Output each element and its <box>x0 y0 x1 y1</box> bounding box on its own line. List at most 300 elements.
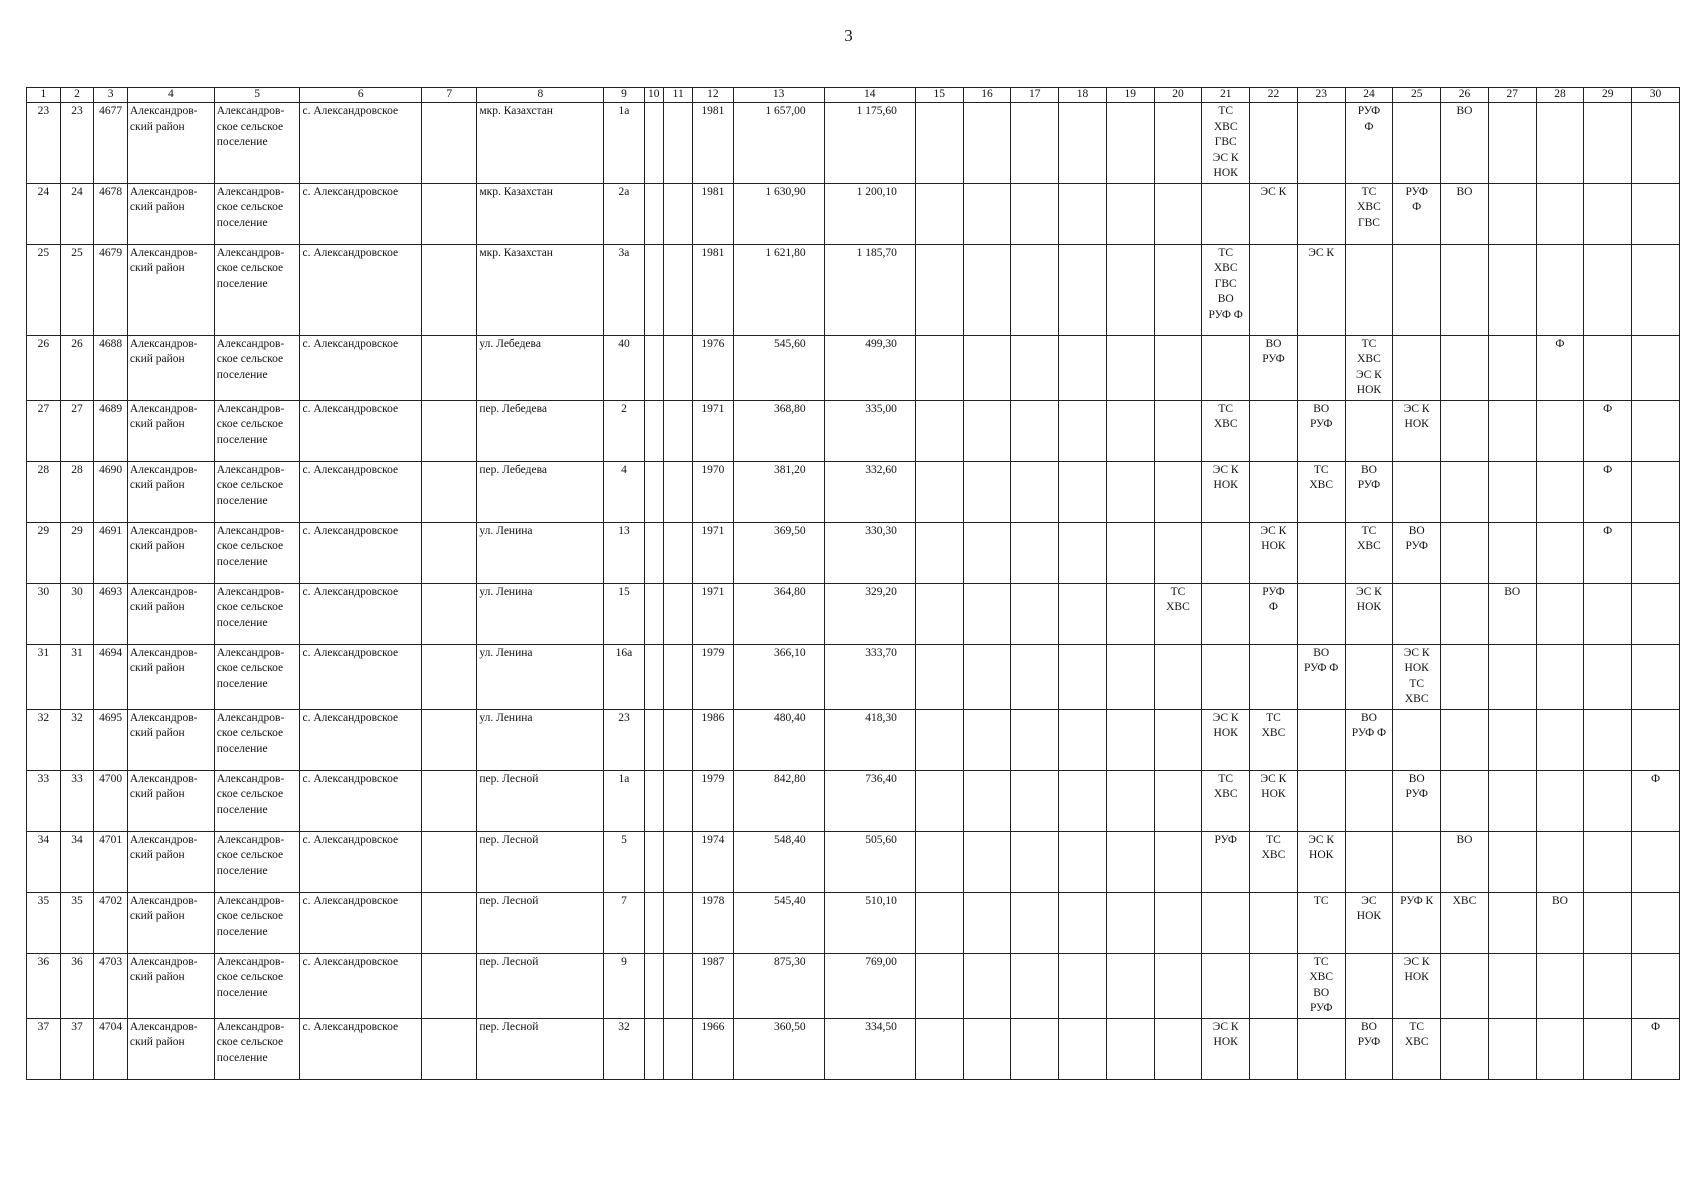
column-header: 26 <box>1441 88 1489 103</box>
cell-work-col-20 <box>1154 103 1202 184</box>
cell-c10 <box>644 461 664 522</box>
cell-work-col-30 <box>1632 831 1680 892</box>
cell-id: 4694 <box>94 644 128 709</box>
cell-n1: 24 <box>27 183 61 244</box>
cell-work-col-15 <box>915 709 963 770</box>
cell-work-col-26 <box>1441 244 1489 335</box>
cell-work-col-23: ТС ХВС <box>1297 461 1345 522</box>
cell-c11 <box>664 831 693 892</box>
cell-work-col-23: ЭС К НОК <box>1297 831 1345 892</box>
cell-work-col-22 <box>1250 953 1298 1018</box>
cell-c11 <box>664 1018 693 1079</box>
cell-work-col-22 <box>1250 103 1298 184</box>
cell-c10 <box>644 892 664 953</box>
cell-work-col-19 <box>1106 831 1154 892</box>
cell-work-col-23: ВО РУФ Ф <box>1297 644 1345 709</box>
cell-work-col-29 <box>1584 1018 1632 1079</box>
cell-settlement: Александров- ское сельское поселение <box>214 644 300 709</box>
cell-locality: с. Александровское <box>300 400 422 461</box>
column-header: 29 <box>1584 88 1632 103</box>
cell-work-col-19 <box>1106 103 1154 184</box>
cell-year: 1971 <box>693 522 733 583</box>
cell-work-col-23: ЭС К <box>1297 244 1345 335</box>
cell-n1: 30 <box>27 583 61 644</box>
cell-c10 <box>644 953 664 1018</box>
cell-locality: с. Александровское <box>300 183 422 244</box>
cell-work-col-28 <box>1536 1018 1584 1079</box>
cell-work-col-28: Ф <box>1536 335 1584 400</box>
cell-work-col-30 <box>1632 522 1680 583</box>
cell-c11 <box>664 953 693 1018</box>
cell-street: мкр. Казахстан <box>477 244 604 335</box>
cell-work-col-18 <box>1059 770 1107 831</box>
cell-id: 4690 <box>94 461 128 522</box>
cell-work-col-21: ЭС К НОК <box>1202 709 1250 770</box>
cell-work-col-19 <box>1106 183 1154 244</box>
table-row <box>27 1018 1680 1079</box>
cell-work-col-17 <box>1011 770 1059 831</box>
column-header: 23 <box>1297 88 1345 103</box>
cell-work-col-26: ВО <box>1441 183 1489 244</box>
cell-work-col-27 <box>1488 831 1536 892</box>
cell-work-col-18 <box>1059 831 1107 892</box>
cell-work-col-27 <box>1488 709 1536 770</box>
cell-work-col-29: Ф <box>1584 461 1632 522</box>
cell-settlement: Александров- ское сельское поселение <box>214 183 300 244</box>
cell-work-col-19 <box>1106 461 1154 522</box>
cell-district: Александров- ский район <box>127 831 214 892</box>
cell-area-total: 360,50 <box>733 1018 824 1079</box>
cell-work-col-29 <box>1584 583 1632 644</box>
cell-settlement: Александров- ское сельское поселение <box>214 461 300 522</box>
cell-work-col-24 <box>1345 244 1393 335</box>
cell-c11 <box>664 335 693 400</box>
cell-work-col-15 <box>915 770 963 831</box>
cell-work-col-18 <box>1059 103 1107 184</box>
cell-work-col-16 <box>963 831 1011 892</box>
cell-work-col-22: РУФ Ф <box>1250 583 1298 644</box>
cell-work-col-29 <box>1584 831 1632 892</box>
cell-n1: 28 <box>27 461 61 522</box>
cell-settlement: Александров- ское сельское поселение <box>214 770 300 831</box>
cell-work-col-26: ВО <box>1441 831 1489 892</box>
cell-settlement: Александров- ское сельское поселение <box>214 709 300 770</box>
cell-area-living: 736,40 <box>824 770 915 831</box>
cell-work-col-24 <box>1345 644 1393 709</box>
cell-c11 <box>664 244 693 335</box>
cell-work-col-25: ВО РУФ <box>1393 522 1441 583</box>
cell-work-col-20 <box>1154 831 1202 892</box>
cell-work-col-16 <box>963 709 1011 770</box>
cell-c7 <box>422 892 477 953</box>
cell-n2: 27 <box>60 400 94 461</box>
table-row <box>27 709 1680 770</box>
cell-work-col-21: ТС ХВС ГВС ЭС К НОК <box>1202 103 1250 184</box>
cell-district: Александров- ский район <box>127 583 214 644</box>
cell-c7 <box>422 335 477 400</box>
cell-district: Александров- ский район <box>127 183 214 244</box>
cell-work-col-16 <box>963 1018 1011 1079</box>
cell-area-living: 1 175,60 <box>824 103 915 184</box>
cell-locality: с. Александровское <box>300 770 422 831</box>
cell-work-col-17 <box>1011 244 1059 335</box>
column-header: 4 <box>127 88 214 103</box>
cell-area-total: 875,30 <box>733 953 824 1018</box>
cell-c10 <box>644 831 664 892</box>
cell-work-col-25: ЭС К НОК ТС ХВС <box>1393 644 1441 709</box>
cell-c7 <box>422 709 477 770</box>
cell-work-col-30 <box>1632 183 1680 244</box>
cell-work-col-30 <box>1632 244 1680 335</box>
cell-district: Александров- ский район <box>127 644 214 709</box>
cell-work-col-15 <box>915 953 963 1018</box>
cell-work-col-24 <box>1345 953 1393 1018</box>
cell-c7 <box>422 953 477 1018</box>
cell-c11 <box>664 892 693 953</box>
cell-work-col-27 <box>1488 644 1536 709</box>
cell-work-col-24: ТС ХВС ЭС К НОК <box>1345 335 1393 400</box>
cell-work-col-21: ЭС К НОК <box>1202 1018 1250 1079</box>
cell-work-col-15 <box>915 183 963 244</box>
cell-c10 <box>644 644 664 709</box>
cell-work-col-20 <box>1154 400 1202 461</box>
table-row <box>27 522 1680 583</box>
cell-work-col-17 <box>1011 461 1059 522</box>
cell-work-col-19 <box>1106 1018 1154 1079</box>
cell-work-col-20 <box>1154 953 1202 1018</box>
table-row <box>27 103 1680 184</box>
column-header: 3 <box>94 88 128 103</box>
cell-work-col-29 <box>1584 103 1632 184</box>
cell-area-total: 1 630,90 <box>733 183 824 244</box>
cell-work-col-25: ВО РУФ <box>1393 770 1441 831</box>
cell-work-col-24 <box>1345 770 1393 831</box>
cell-settlement: Александров- ское сельское поселение <box>214 1018 300 1079</box>
column-header: 24 <box>1345 88 1393 103</box>
cell-locality: с. Александровское <box>300 335 422 400</box>
cell-settlement: Александров- ское сельское поселение <box>214 831 300 892</box>
cell-work-col-28 <box>1536 244 1584 335</box>
cell-settlement: Александров- ское сельское поселение <box>214 892 300 953</box>
cell-street: пер. Лесной <box>477 892 604 953</box>
cell-c11 <box>664 644 693 709</box>
cell-work-col-18 <box>1059 953 1107 1018</box>
cell-street: пер. Лесной <box>477 770 604 831</box>
cell-area-living: 1 200,10 <box>824 183 915 244</box>
cell-c11 <box>664 183 693 244</box>
cell-work-col-18 <box>1059 400 1107 461</box>
column-header: 13 <box>733 88 824 103</box>
cell-house: 2 <box>604 400 644 461</box>
column-header: 7 <box>422 88 477 103</box>
cell-work-col-27 <box>1488 953 1536 1018</box>
cell-work-col-15 <box>915 103 963 184</box>
cell-n2: 29 <box>60 522 94 583</box>
column-header: 22 <box>1250 88 1298 103</box>
cell-work-col-20 <box>1154 892 1202 953</box>
cell-work-col-22: ВО РУФ <box>1250 335 1298 400</box>
cell-work-col-17 <box>1011 644 1059 709</box>
cell-work-col-17 <box>1011 1018 1059 1079</box>
page-number: 3 <box>844 26 853 45</box>
cell-work-col-18 <box>1059 583 1107 644</box>
cell-work-col-15 <box>915 831 963 892</box>
cell-n2: 34 <box>60 831 94 892</box>
cell-work-col-16 <box>963 244 1011 335</box>
cell-year: 1987 <box>693 953 733 1018</box>
cell-c11 <box>664 103 693 184</box>
cell-work-col-30 <box>1632 335 1680 400</box>
cell-id: 4677 <box>94 103 128 184</box>
cell-work-col-27 <box>1488 1018 1536 1079</box>
cell-district: Александров- ский район <box>127 400 214 461</box>
column-header: 6 <box>300 88 422 103</box>
cell-n1: 23 <box>27 103 61 184</box>
cell-locality: с. Александровское <box>300 522 422 583</box>
cell-work-col-28 <box>1536 644 1584 709</box>
cell-work-col-24: ЭС НОК <box>1345 892 1393 953</box>
cell-work-col-26 <box>1441 644 1489 709</box>
cell-locality: с. Александровское <box>300 461 422 522</box>
cell-work-col-30: Ф <box>1632 770 1680 831</box>
cell-street: ул. Ленина <box>477 644 604 709</box>
cell-work-col-29 <box>1584 183 1632 244</box>
cell-work-col-25 <box>1393 244 1441 335</box>
cell-work-col-18 <box>1059 709 1107 770</box>
cell-n1: 32 <box>27 709 61 770</box>
cell-work-col-19 <box>1106 400 1154 461</box>
cell-work-col-17 <box>1011 831 1059 892</box>
cell-work-col-21: ТС ХВС <box>1202 770 1250 831</box>
cell-c11 <box>664 770 693 831</box>
cell-house: 2а <box>604 183 644 244</box>
cell-c7 <box>422 583 477 644</box>
cell-work-col-19 <box>1106 335 1154 400</box>
cell-work-col-25: ЭС К НОК <box>1393 400 1441 461</box>
cell-area-living: 330,30 <box>824 522 915 583</box>
cell-work-col-17 <box>1011 892 1059 953</box>
cell-work-col-27 <box>1488 461 1536 522</box>
cell-work-col-22: ЭС К НОК <box>1250 770 1298 831</box>
column-header: 28 <box>1536 88 1584 103</box>
cell-c11 <box>664 709 693 770</box>
cell-district: Александров- ский район <box>127 953 214 1018</box>
cell-work-col-17 <box>1011 522 1059 583</box>
cell-c10 <box>644 522 664 583</box>
cell-locality: с. Александровское <box>300 244 422 335</box>
cell-work-col-29 <box>1584 709 1632 770</box>
cell-work-col-29: Ф <box>1584 522 1632 583</box>
cell-id: 4691 <box>94 522 128 583</box>
cell-work-col-23 <box>1297 183 1345 244</box>
cell-n1: 37 <box>27 1018 61 1079</box>
table-row <box>27 461 1680 522</box>
cell-id: 4702 <box>94 892 128 953</box>
cell-work-col-16 <box>963 644 1011 709</box>
cell-house: 15 <box>604 583 644 644</box>
cell-work-col-19 <box>1106 644 1154 709</box>
column-header: 19 <box>1106 88 1154 103</box>
cell-c7 <box>422 770 477 831</box>
cell-work-col-20 <box>1154 709 1202 770</box>
cell-n1: 26 <box>27 335 61 400</box>
cell-district: Александров- ский район <box>127 461 214 522</box>
cell-area-total: 366,10 <box>733 644 824 709</box>
cell-year: 1974 <box>693 831 733 892</box>
cell-work-col-23: ВО РУФ <box>1297 400 1345 461</box>
cell-work-col-15 <box>915 522 963 583</box>
cell-work-col-22 <box>1250 892 1298 953</box>
cell-work-col-26: ВО <box>1441 103 1489 184</box>
cell-street: мкр. Казахстан <box>477 103 604 184</box>
cell-work-col-22 <box>1250 244 1298 335</box>
cell-work-col-18 <box>1059 644 1107 709</box>
column-header: 5 <box>214 88 300 103</box>
cell-street: ул. Лебедева <box>477 335 604 400</box>
cell-c7 <box>422 461 477 522</box>
cell-id: 4679 <box>94 244 128 335</box>
cell-n1: 25 <box>27 244 61 335</box>
cell-work-col-16 <box>963 461 1011 522</box>
cell-district: Александров- ский район <box>127 1018 214 1079</box>
cell-area-living: 332,60 <box>824 461 915 522</box>
cell-work-col-26 <box>1441 583 1489 644</box>
table-row <box>27 644 1680 709</box>
cell-n2: 30 <box>60 583 94 644</box>
cell-c11 <box>664 461 693 522</box>
cell-n1: 36 <box>27 953 61 1018</box>
cell-area-living: 333,70 <box>824 644 915 709</box>
cell-c10 <box>644 400 664 461</box>
cell-locality: с. Александровское <box>300 1018 422 1079</box>
cell-work-col-21: ЭС К НОК <box>1202 461 1250 522</box>
cell-year: 1971 <box>693 583 733 644</box>
cell-work-col-16 <box>963 583 1011 644</box>
cell-n1: 35 <box>27 892 61 953</box>
cell-work-col-29 <box>1584 953 1632 1018</box>
cell-district: Александров- ский район <box>127 103 214 184</box>
cell-work-col-17 <box>1011 583 1059 644</box>
cell-n2: 32 <box>60 709 94 770</box>
cell-work-col-15 <box>915 1018 963 1079</box>
cell-work-col-30 <box>1632 103 1680 184</box>
cell-work-col-23 <box>1297 709 1345 770</box>
cell-id: 4703 <box>94 953 128 1018</box>
cell-area-total: 1 657,00 <box>733 103 824 184</box>
cell-c10 <box>644 103 664 184</box>
cell-year: 1971 <box>693 400 733 461</box>
cell-work-col-15 <box>915 644 963 709</box>
cell-district: Александров- ский район <box>127 892 214 953</box>
cell-work-col-23 <box>1297 335 1345 400</box>
cell-n1: 33 <box>27 770 61 831</box>
cell-id: 4688 <box>94 335 128 400</box>
cell-settlement: Александров- ское сельское поселение <box>214 953 300 1018</box>
cell-area-living: 335,00 <box>824 400 915 461</box>
cell-work-col-24 <box>1345 400 1393 461</box>
cell-c11 <box>664 583 693 644</box>
cell-n1: 27 <box>27 400 61 461</box>
cell-work-col-30 <box>1632 709 1680 770</box>
cell-work-col-28 <box>1536 400 1584 461</box>
cell-work-col-22 <box>1250 461 1298 522</box>
cell-work-col-26: ХВС <box>1441 892 1489 953</box>
cell-work-col-29 <box>1584 335 1632 400</box>
cell-work-col-17 <box>1011 183 1059 244</box>
cell-c10 <box>644 244 664 335</box>
cell-n1: 34 <box>27 831 61 892</box>
cell-work-col-25 <box>1393 583 1441 644</box>
cell-id: 4704 <box>94 1018 128 1079</box>
cell-year: 1981 <box>693 183 733 244</box>
cell-work-col-28 <box>1536 183 1584 244</box>
cell-area-total: 480,40 <box>733 709 824 770</box>
cell-work-col-25 <box>1393 709 1441 770</box>
cell-work-col-18 <box>1059 522 1107 583</box>
cell-work-col-22 <box>1250 1018 1298 1079</box>
cell-n2: 36 <box>60 953 94 1018</box>
cell-work-col-19 <box>1106 244 1154 335</box>
cell-work-col-24: РУФ Ф <box>1345 103 1393 184</box>
cell-work-col-22: ЭС К НОК <box>1250 522 1298 583</box>
column-header: 9 <box>604 88 644 103</box>
cell-work-col-15 <box>915 461 963 522</box>
cell-work-col-23 <box>1297 522 1345 583</box>
cell-work-col-30 <box>1632 461 1680 522</box>
cell-work-col-26 <box>1441 522 1489 583</box>
cell-work-col-30 <box>1632 400 1680 461</box>
cell-work-col-27 <box>1488 103 1536 184</box>
cell-work-col-27 <box>1488 770 1536 831</box>
cell-work-col-21 <box>1202 522 1250 583</box>
cell-work-col-25 <box>1393 335 1441 400</box>
cell-area-living: 505,60 <box>824 831 915 892</box>
cell-work-col-20 <box>1154 770 1202 831</box>
cell-c7 <box>422 103 477 184</box>
cell-work-col-25: РУФ Ф <box>1393 183 1441 244</box>
cell-work-col-16 <box>963 400 1011 461</box>
cell-work-col-17 <box>1011 709 1059 770</box>
cell-settlement: Александров- ское сельское поселение <box>214 583 300 644</box>
cell-work-col-27 <box>1488 892 1536 953</box>
cell-work-col-21 <box>1202 644 1250 709</box>
cell-work-col-20 <box>1154 244 1202 335</box>
cell-work-col-21: РУФ <box>1202 831 1250 892</box>
cell-area-total: 545,40 <box>733 892 824 953</box>
cell-street: пер. Лесной <box>477 831 604 892</box>
cell-n2: 31 <box>60 644 94 709</box>
cell-n2: 35 <box>60 892 94 953</box>
cell-house: 1а <box>604 103 644 184</box>
cell-work-col-18 <box>1059 892 1107 953</box>
cell-street: пер. Лесной <box>477 1018 604 1079</box>
cell-work-col-28 <box>1536 103 1584 184</box>
cell-work-col-26 <box>1441 461 1489 522</box>
cell-work-col-20 <box>1154 461 1202 522</box>
cell-work-col-29 <box>1584 244 1632 335</box>
cell-n2: 33 <box>60 770 94 831</box>
cell-work-col-30 <box>1632 953 1680 1018</box>
cell-district: Александров- ский район <box>127 335 214 400</box>
column-header: 16 <box>963 88 1011 103</box>
cell-area-total: 548,40 <box>733 831 824 892</box>
cell-work-col-24: ВО РУФ Ф <box>1345 709 1393 770</box>
cell-work-col-16 <box>963 892 1011 953</box>
cell-c10 <box>644 583 664 644</box>
cell-settlement: Александров- ское сельское поселение <box>214 244 300 335</box>
cell-settlement: Александров- ское сельское поселение <box>214 335 300 400</box>
cell-work-col-23: ТС ХВС ВО РУФ <box>1297 953 1345 1018</box>
